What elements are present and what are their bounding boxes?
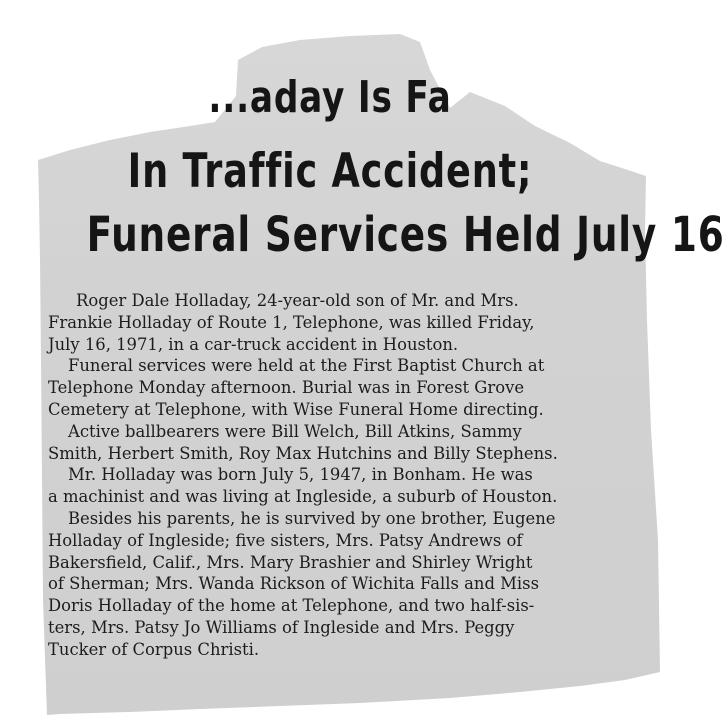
article-body	[48, 290, 648, 661]
headline-line-3: Funeral Services Held July 16	[86, 207, 725, 263]
body-line: a machinist and was living at Ingleside, a suburb of Houston.	[48, 487, 558, 507]
body-line: Active ballbearers were Bill Welch, Bill Atkins, Sammy	[68, 421, 522, 441]
body-line: Tucker of Corpus Christi.	[48, 639, 260, 659]
body-line: Frankie Holladay of Route 1, Telephone, was killed Friday,	[48, 312, 535, 332]
body-line: Mr. Holladay was born July 5, 1947, in Bonham. He was	[68, 465, 533, 485]
body-line: Telephone Monday afternoon. Burial was in Forest Grove	[48, 378, 525, 398]
body-line: Bakersfield, Calif., Mrs. Mary Brashier and Shirley Wright	[48, 552, 533, 572]
body-line: Funeral services were held at the First Baptist Church at	[68, 356, 545, 376]
body-line: Holladay of Ingleside; five sisters, Mrs. Patsy Andrews of	[48, 530, 523, 550]
body-line: Cemetery at Telephone, with Wise Funeral Home directing.	[48, 399, 544, 419]
body-line: Roger Dale Holladay, 24-year-old son of Mr. and Mrs.	[76, 291, 519, 310]
headline-line-2: In Traffic Accident;	[127, 144, 533, 199]
body-line: July 16, 1971, in a car-truck accident in Houston.	[48, 334, 459, 354]
body-line: of Sherman; Mrs. Wanda Rickson of Wichita Falls and Miss	[48, 574, 539, 594]
body-line: Smith, Herbert Smith, Roy Max Hutchins and Billy Stephens.	[48, 443, 558, 463]
headline-line-1: ...aday Is Fa	[208, 72, 452, 123]
body-line: Besides his parents, he is survived by one brother, Eugene	[68, 508, 556, 528]
body-line: ters, Mrs. Patsy Jo Williams of Ingleside and Mrs. Peggy	[48, 617, 515, 637]
body-line: Doris Holladay of the home at Telephone, and two half-sis-	[48, 596, 535, 616]
